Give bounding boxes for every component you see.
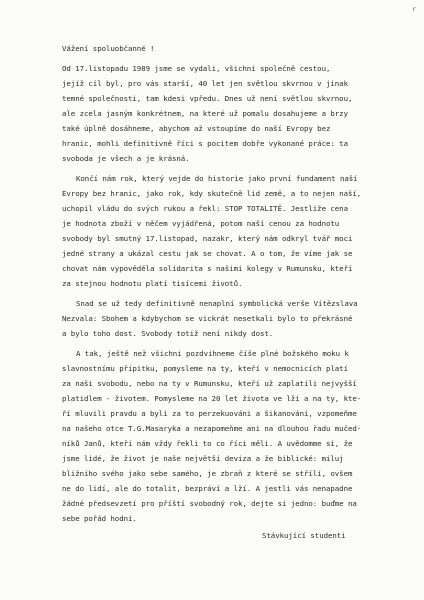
paragraph-4-line-3: za naši svobodu, nebo na ty v Rumunsku, kteří už zaplatili nejvyšší (62, 379, 357, 388)
paragraph-4-line-4: platidlem - životem. Pomysleme na 20 let života ve lži a na ty, kte- (62, 394, 362, 403)
paragraph-1-line-5: také úplně dosáhneme, abychom až vstoupíme do naší Evropy bez (62, 124, 331, 133)
paragraph-1-line-4: ale zcela jasným konkrétnem, na které už pomalu dosahujeme a brzy (62, 109, 348, 118)
paragraph-1-line-6: hranic, mohli definitivně říci s pocitem dobře vykonané práce: ta (62, 139, 348, 148)
paragraph-4-line-9: bližního svého jako sebe samého, je zbraň z které se střílí, ovšem (62, 469, 353, 478)
paragraph-2-line-4: je hodnota zboží v něčem vyjádřená, potom naší cenou za hodnotu (62, 219, 340, 228)
paragraph-4-line-11: žádné předsevzetí pro příští svobodný rok, dejte si jedno: buďme na (62, 499, 357, 508)
paragraph-4-line-6: na našeho otce T.G.Masaryka a nezapomeňme ani na dlouhou řadu mučed- (62, 424, 362, 433)
paragraph-3-line-1: Snad se už tedy definitivně nenaplní symbolická verše Vítězslava (76, 299, 358, 308)
paragraph-2-line-1: Končí nám rok, který vejde do historie jako první fundament naší (76, 174, 358, 183)
paragraph-2-line-2: Evropy bez hranic, jako rok, kdy skutečně lid země, a to nejen naší, (62, 189, 362, 198)
paragraph-4-line-5: ří mluvili pravdu a byli za to perzekuováni a šikanováni, vzpomeňme (62, 409, 357, 418)
paragraph-1-line-3: temné společnosti, tam kdesi vpředu. Dnes už není světlou skvrnou, (62, 94, 353, 103)
salutation: Vážení spoluobčanné ! (62, 44, 155, 53)
paragraph-2-line-8: za stejnou hodnotu platí tisícemi životů. (62, 279, 243, 288)
paragraph-4-line-2: slavnostnímu přípitku, pomysleme na ty, kteří v nemocnicích platí (62, 364, 348, 373)
paragraph-4-line-7: níků Janů, kteří nám vždy řekli to co říci měli. A uvědomme si, že (62, 439, 353, 448)
paragraph-4-line-10: ne do lidí, ale do totalit, bezpráví a lží. A jestli vás nenapadne (62, 484, 353, 493)
paragraph-3-line-2: Nezvala: Sbohem a kdybychom se vickrát nesetkali bylo to překrásné (62, 314, 353, 323)
paragraph-4-line-12: sebe pořád hodní. (62, 514, 137, 523)
paragraph-2-line-3: uchopil vládu do svých rukou a řekl: STOP TOTALITĚ. Jestliže cena (62, 204, 348, 213)
paragraph-1-line-7: svoboda je všech a je krásná. (62, 154, 190, 163)
paragraph-2-line-7: chovat nám vypověděla solidarita s našimi kolegy v Rumunsku, kteří (62, 264, 353, 273)
paragraph-4-line-8: jsme lidé, že život je naše největší deviza a že biblické: miluj (62, 454, 344, 463)
paragraph-1-line-1: Od 17.listopadu 1989 jsme se vydali, všichni společně cestou, (62, 64, 331, 73)
paragraph-3-line-3: a bylo toho dost. Svobody totiž není nikdy dost. (62, 329, 274, 338)
paragraph-1-line-2: jejíž cíl byl, pro vás starší, 40 let jen světlou skvrnou v jinak (62, 79, 348, 88)
signature: Stávkující studenti (262, 531, 346, 540)
paragraph-4-line-1: A tak, ještě než všichni pozdvihneme číše plné božského moku k (76, 349, 349, 358)
paragraph-2-line-6: jedné strany a ukázal cestu jak se chovat. A o tom, že víme jak se (62, 249, 353, 258)
paragraph-2-line-5: svobody byl smutný 17.listopad, nazakr, který nám odkryl tvář moci (62, 234, 353, 243)
corner-mark: r (412, 6, 416, 13)
